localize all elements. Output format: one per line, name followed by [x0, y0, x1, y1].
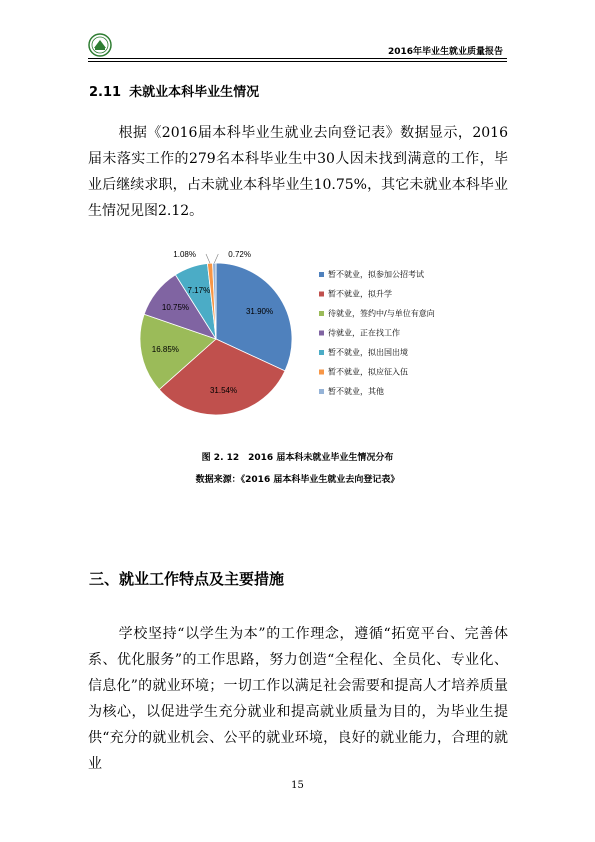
section-heading-3: 三、就业工作特点及主要措施 [89, 570, 285, 588]
legend-swatch [319, 389, 324, 394]
paragraph-text: 学校坚持“以学生为本”的工作理念，遵循“拓宽平台、完善体系、优化服务”的工作思路，努力创造“全程化、全员化、专业化、信息化”的就业环境；一切工作以满足社会需要和提高人才培养质量为核心，以促进学生充分就业和提高就业质量为目的，为毕业生提供“充分的就业机会、公平的就业环境，良好的就业能力，合理的就业 [88, 626, 508, 772]
section-number: 2.11 [89, 85, 122, 100]
header-rule-thin [88, 61, 507, 62]
section-title: 未就业本科毕业生情况 [129, 85, 260, 100]
unemployment-pie-chart [125, 244, 485, 434]
legend-swatch [319, 331, 324, 336]
legend-label: 待就业，签约中/与单位有意向 [328, 309, 435, 318]
paragraph-unemployed-summary [88, 120, 508, 224]
legend-label: 暂不就业，拟出国出境 [328, 348, 408, 357]
slice-data-label: 0.72% [228, 250, 251, 259]
header-rule [88, 58, 507, 59]
legend-label: 暂不就业，其他 [328, 387, 384, 396]
legend-swatch [319, 292, 324, 297]
university-emblem-icon [88, 33, 112, 57]
figure-source: 数据来源：《2016 届本科毕业生就业去向登记表》 [195, 475, 400, 485]
slice-data-label: 10.75% [161, 302, 190, 312]
legend-swatch [319, 370, 324, 375]
section-heading [89, 81, 259, 100]
header-title: 2016年毕业生就业质量报告 [387, 47, 503, 57]
legend-swatch [319, 311, 324, 316]
legend-label: 暂不就业，拟参加公招考试 [328, 270, 424, 279]
slice-data-label: 31.90% [245, 307, 274, 317]
slice-data-label: 7.17% [187, 286, 211, 296]
legend-label: 待就业，正在找工作 [328, 328, 400, 338]
slice-data-label: 31.54% [209, 386, 238, 396]
legend-label: 暂不就业，拟升学 [328, 289, 392, 299]
leader-line [214, 254, 218, 263]
legend-swatch [319, 350, 324, 355]
legend-swatch [319, 272, 324, 277]
figure-caption: 图 2. 12 2016 届本科未就业毕业生情况分布 [201, 453, 394, 463]
paragraph-text: 根据《2016届本科毕业生就业去向登记表》数据显示，2016届未落实工作的279名本科毕业生中30人因未找到满意的工作，毕业后继续求职，占未就业本科毕业生10.75%，其它未就业本科毕业生情况见图2.12。 [88, 125, 508, 219]
leader-line [206, 254, 210, 263]
paragraph-employment-measures [88, 621, 508, 777]
page-number: 15 [291, 780, 304, 791]
legend-label: 暂不就业，拟应征入伍 [328, 367, 408, 377]
slice-data-label: 16.85% [151, 345, 179, 355]
slice-data-label: 1.08% [173, 250, 196, 259]
